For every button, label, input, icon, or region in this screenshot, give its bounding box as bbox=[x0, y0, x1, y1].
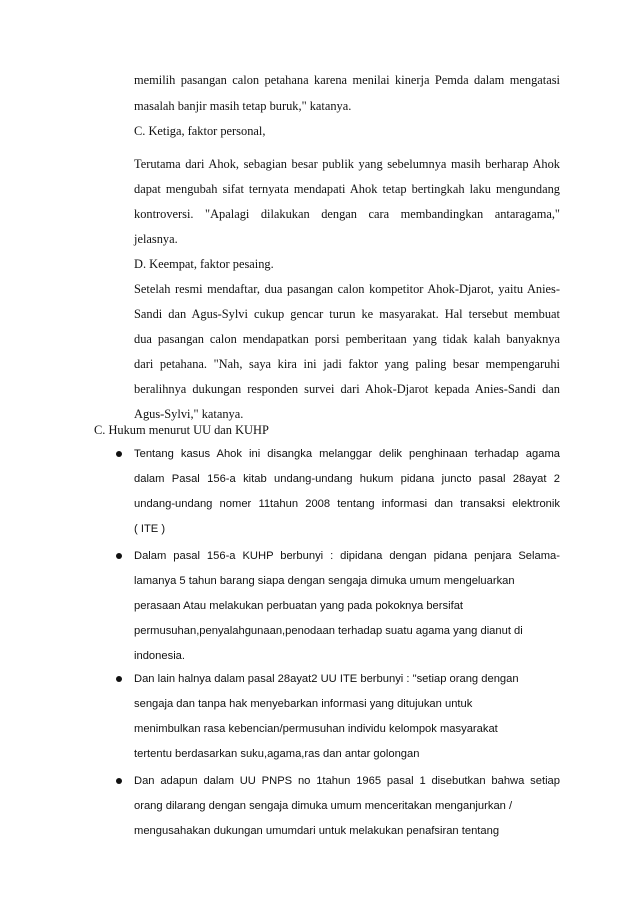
list-item-line: lamanya 5 tahun barang siapa dengan sengaja dimuka umum mengeluarkan bbox=[134, 575, 515, 587]
text-line: masalah banjir masih tetap buruk," katanya. bbox=[134, 99, 352, 113]
bullet-icon bbox=[116, 553, 122, 559]
text-line: beralihnya dukungan responden survei dari Ahok-Djarot kepada Anies-Sandi dan bbox=[134, 382, 560, 396]
list-item-line: Tentang kasus Ahok ini disangka melanggar delik penghinaan terhadap agama bbox=[134, 448, 560, 460]
list-item-line: Dan lain halnya dalam pasal 28ayat2 UU ITE berbunyi : "setiap orang dengan bbox=[134, 673, 519, 685]
text-line: Terutama dari Ahok, sebagian besar publik yang sebelumnya masih berharap Ahok bbox=[134, 157, 560, 171]
bullet-icon bbox=[116, 676, 122, 682]
text-line: jelasnya. bbox=[134, 232, 178, 246]
text-line: Sandi dan Agus-Sylvi cukup gencar turun ke masyarakat. Hal tersebut membuat bbox=[134, 307, 560, 321]
text-line: Setelah resmi mendaftar, dua pasangan calon kompetitor Ahok-Djarot, yaitu Anies- bbox=[134, 282, 560, 296]
bullet-icon bbox=[116, 778, 122, 784]
list-item-line: orang dilarang dengan sengaja dimuka umum menceritakan menganjurkan / bbox=[134, 800, 513, 812]
list-item-line: tertentu berdasarkan suku,agama,ras dan antar golongan bbox=[134, 748, 420, 760]
list-item-line: Dalam pasal 156-a KUHP berbunyi : dipidana dengan pidana penjara Selama- bbox=[134, 550, 560, 562]
sub-heading-keempat: D. Keempat, faktor pesaing. bbox=[134, 257, 274, 271]
text-line: kontroversi. "Apalagi dilakukan dengan cara membandingkan antaragama," bbox=[134, 207, 560, 221]
list-item-line: Dan adapun dalam UU PNPS no 1tahun 1965 pasal 1 disebutkan bahwa setiap bbox=[134, 775, 560, 787]
list-item-line: sengaja dan tanpa hak menyebarkan informasi yang ditujukan untuk bbox=[134, 698, 473, 710]
text-line: dapat mengubah sifat ternyata mendapati Ahok tetap bertingkah laku mengundang bbox=[134, 182, 560, 196]
list-item-line: mengusahakan dukungan umumdari untuk melakukan penafsiran tentang bbox=[134, 825, 500, 837]
list-item-line: undang-undang nomer 11tahun 2008 tentang informasi dan transaksi elektronik bbox=[134, 498, 560, 510]
section-heading: C. Hukum menurut UU dan KUHP bbox=[94, 423, 269, 437]
text-line: memilih pasangan calon petahana karena menilai kinerja Pemda dalam mengatasi bbox=[134, 73, 560, 87]
sub-heading-ketiga: C. Ketiga, faktor personal, bbox=[134, 124, 266, 138]
list-item-line: permusuhan,penyalahgunaan,penodaan terhadap suatu agama yang dianut di bbox=[134, 625, 523, 637]
list-item-line: dalam Pasal 156-a kitab undang-undang hukum pidana juncto pasal 28ayat 2 bbox=[134, 473, 560, 485]
list-item-line: indonesia. bbox=[134, 650, 186, 662]
text-line: Agus-Sylvi," katanya. bbox=[134, 407, 244, 421]
list-item-line: ( ITE ) bbox=[134, 523, 166, 535]
list-item-line: menimbulkan rasa kebencian/permusuhan individu kelompok masyarakat bbox=[134, 723, 498, 735]
list-item-line: perasaan Atau melakukan perbuatan yang pada pokoknya bersifat bbox=[134, 600, 464, 612]
text-line: dari petahana. "Nah, saya kira ini jadi faktor yang paling besar mempengaruhi bbox=[134, 357, 560, 371]
bullet-icon bbox=[116, 451, 122, 457]
text-line: dua pasangan calon mendapatkan porsi pemberitaan yang tidak kalah banyaknya bbox=[134, 332, 560, 346]
